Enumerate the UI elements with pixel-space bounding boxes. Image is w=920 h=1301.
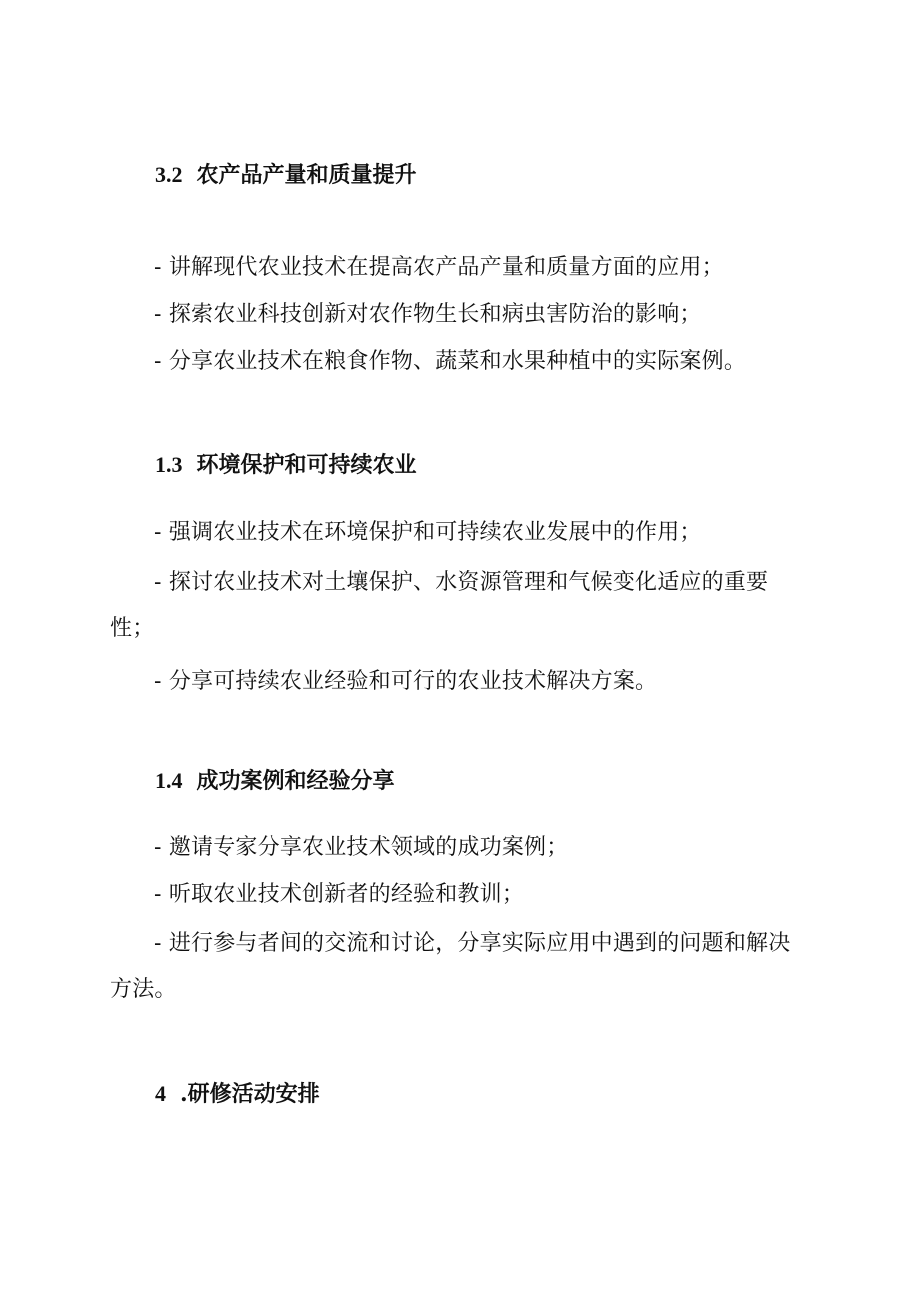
list-item: - 探索农业科技创新对农作物生长和病虫害防治的影响； <box>154 302 702 327</box>
section-title: 农产品产量和质量提升 <box>196 162 417 188</box>
section-title: 成功案例和经验分享 <box>196 768 395 794</box>
list-item: - 分享可持续农业经验和可行的农业技术解决方案。 <box>154 669 658 694</box>
section-number: 1.4 <box>155 768 183 793</box>
list-item: - 分享农业技术在粮食作物、蔬菜和水果种植中的实际案例。 <box>154 349 747 374</box>
section-number: 3.2 <box>155 162 183 187</box>
section-heading <box>155 766 395 796</box>
list-item: - 听取农业技术创新者的经验和教训； <box>154 882 525 907</box>
section-heading <box>155 160 417 190</box>
section-heading <box>155 1079 320 1109</box>
section-heading <box>155 450 417 480</box>
list-item: - 探讨农业技术对土壤保护、水资源管理和气候变化适应的重要性； <box>110 570 769 641</box>
list-item: - 强调农业技术在环境保护和可持续农业发展中的作用； <box>154 520 702 545</box>
list-item: - 邀请专家分享农业技术领域的成功案例； <box>154 835 569 860</box>
list-item: - 讲解现代农业技术在提高农产品产量和质量方面的应用； <box>154 255 724 280</box>
section-number: 1.3 <box>155 452 183 477</box>
section-title: 环境保护和可持续农业 <box>196 452 417 478</box>
section-title: .研修活动安排 <box>180 1081 320 1107</box>
section-number: 4 <box>155 1081 166 1106</box>
list-item: - 进行参与者间的交流和讨论，分享实际应用中遇到的问题和解决方法。 <box>110 931 791 1002</box>
